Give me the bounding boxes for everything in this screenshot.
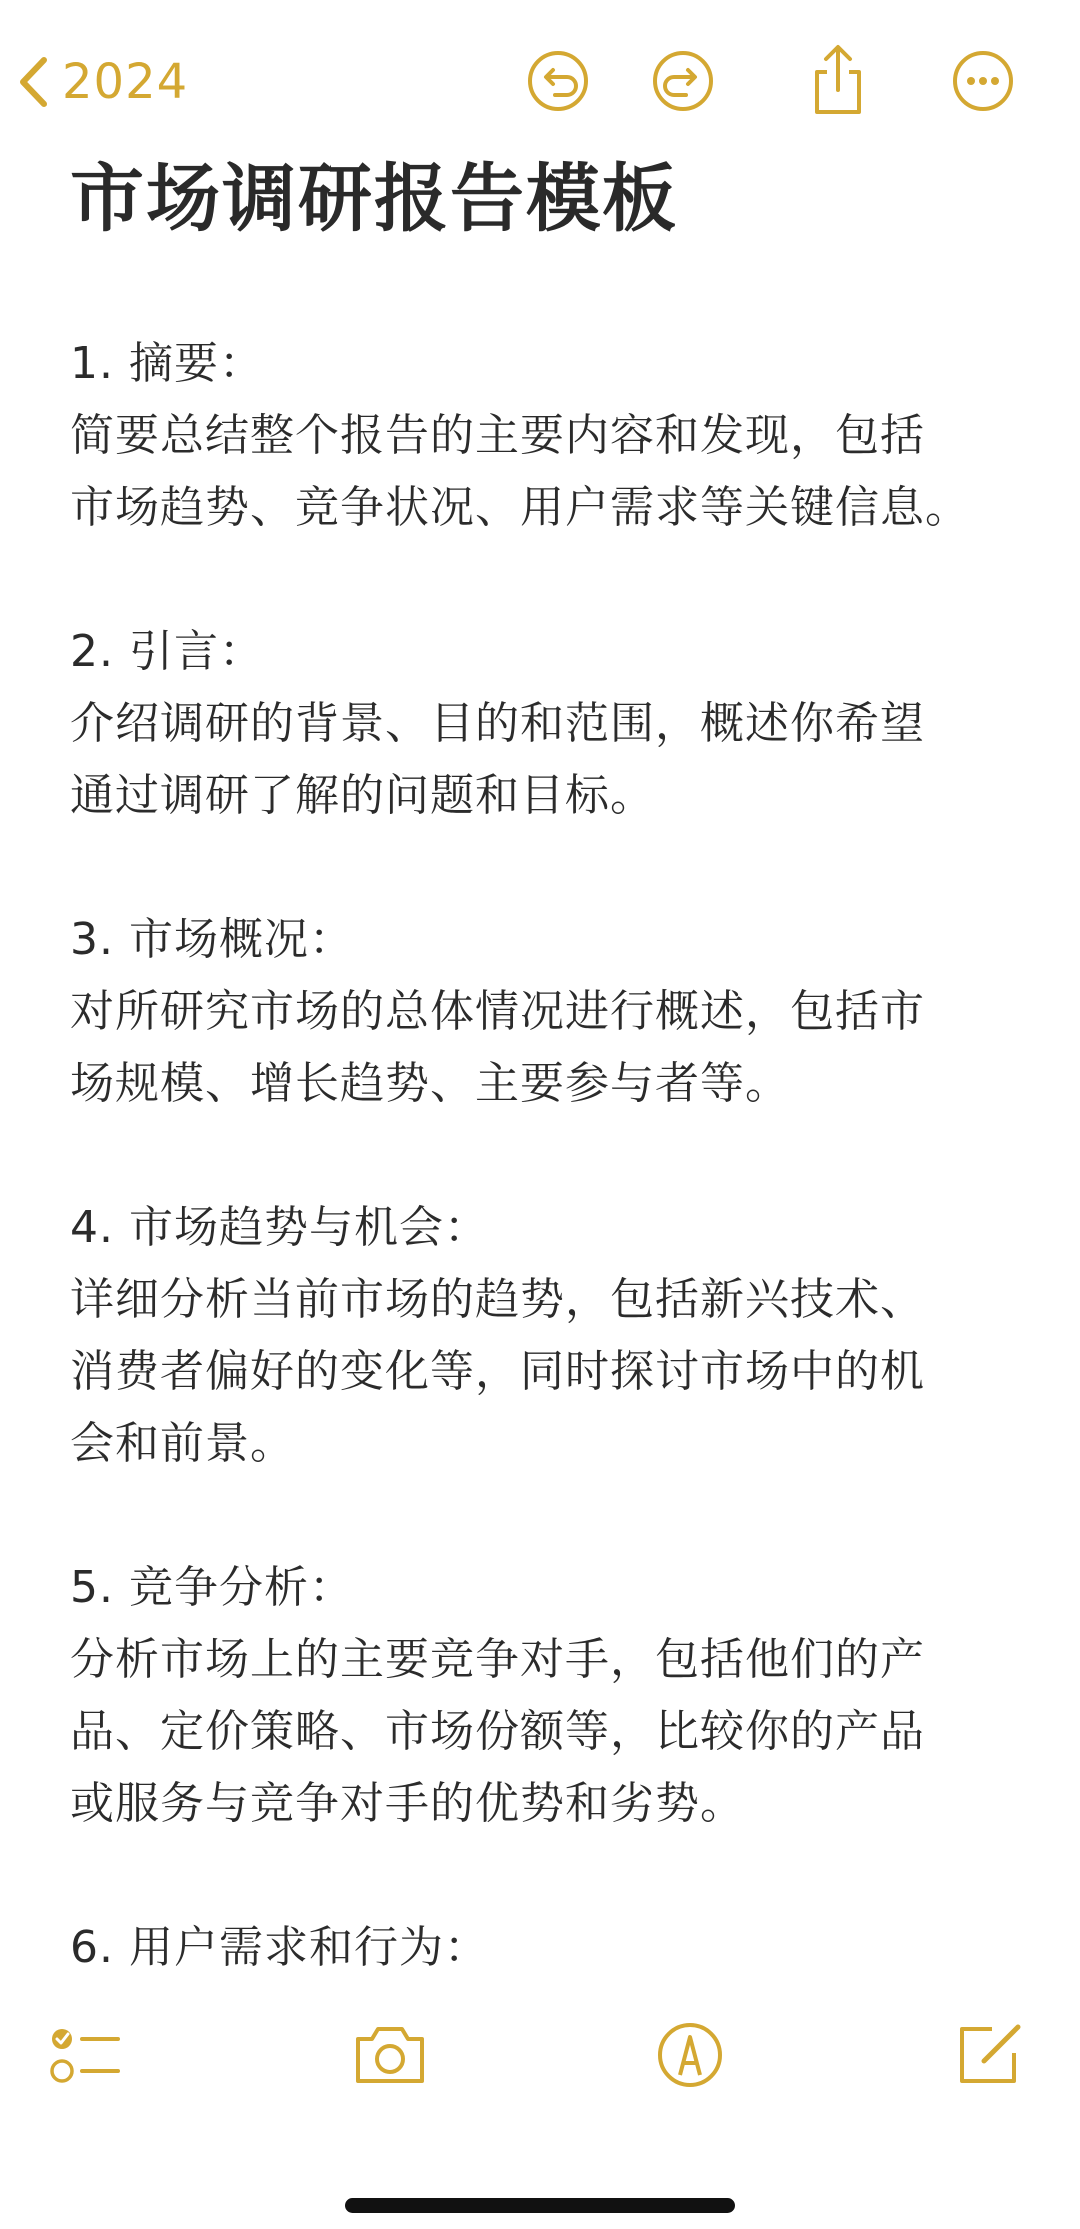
checklist-button[interactable]: [48, 2015, 128, 2095]
note-section: [70, 1552, 1030, 1840]
compose-icon: [950, 2015, 1030, 2095]
compose-button[interactable]: [950, 2015, 1030, 2095]
home-indicator[interactable]: [345, 2198, 735, 2213]
section-heading: 1. 摘要：: [70, 338, 264, 389]
section-heading: 5. 竞争分析：: [70, 1562, 354, 1613]
note-title[interactable]: 市场调研报告模板: [70, 156, 678, 242]
camera-icon: [350, 2015, 430, 2095]
more-button[interactable]: [950, 48, 1016, 114]
undo-button[interactable]: [525, 48, 591, 114]
note-section: [70, 616, 1030, 832]
section-heading: 4. 市场趋势与机会：: [70, 1202, 489, 1253]
note-section: [70, 1912, 1030, 1984]
section-heading: 3. 市场概况：: [70, 914, 354, 965]
back-button[interactable]: [18, 50, 188, 114]
section-heading: 6. 用户需求和行为：: [70, 1922, 489, 1973]
more-icon: [950, 48, 1016, 114]
redo-icon: [650, 48, 716, 114]
camera-button[interactable]: [350, 2015, 430, 2095]
chevron-left-icon: [18, 56, 48, 108]
section-body: 简要总结整个报告的主要内容和发现，包括 市场趋势、竞争状况、用户需求等关键信息。: [70, 410, 970, 533]
note-body[interactable]: [70, 328, 1030, 2056]
markup-icon: [650, 2015, 730, 2095]
bottom-toolbar: [0, 1990, 1080, 2229]
share-button[interactable]: [805, 42, 871, 118]
markup-button[interactable]: [650, 2015, 730, 2095]
checklist-icon: [48, 2015, 128, 2095]
note-section: [70, 904, 1030, 1120]
section-body: 介绍调研的背景、目的和范围，概述你希望 通过调研了解的问题和目标。: [70, 698, 925, 821]
back-label: 2024: [62, 54, 189, 110]
section-body: 分析市场上的主要竞争对手，包括他们的产 品、定价策略、市场份额等，比较你的产品 或服务与竞争对手的优势和劣势。: [70, 1634, 925, 1829]
section-body: 对所研究市场的总体情况进行概述，包括市 场规模、增长趋势、主要参与者等。: [70, 986, 925, 1109]
section-body: 详细分析当前市场的趋势，包括新兴技术、 消费者偏好的变化等，同时探讨市场中的机 会和前景。: [70, 1274, 925, 1469]
redo-button[interactable]: [650, 48, 716, 114]
note-section: [70, 328, 1030, 544]
undo-icon: [525, 48, 591, 114]
note-section: [70, 1192, 1030, 1480]
top-bar: [0, 0, 1080, 150]
section-heading: 2. 引言：: [70, 626, 264, 677]
share-icon: [805, 42, 871, 118]
